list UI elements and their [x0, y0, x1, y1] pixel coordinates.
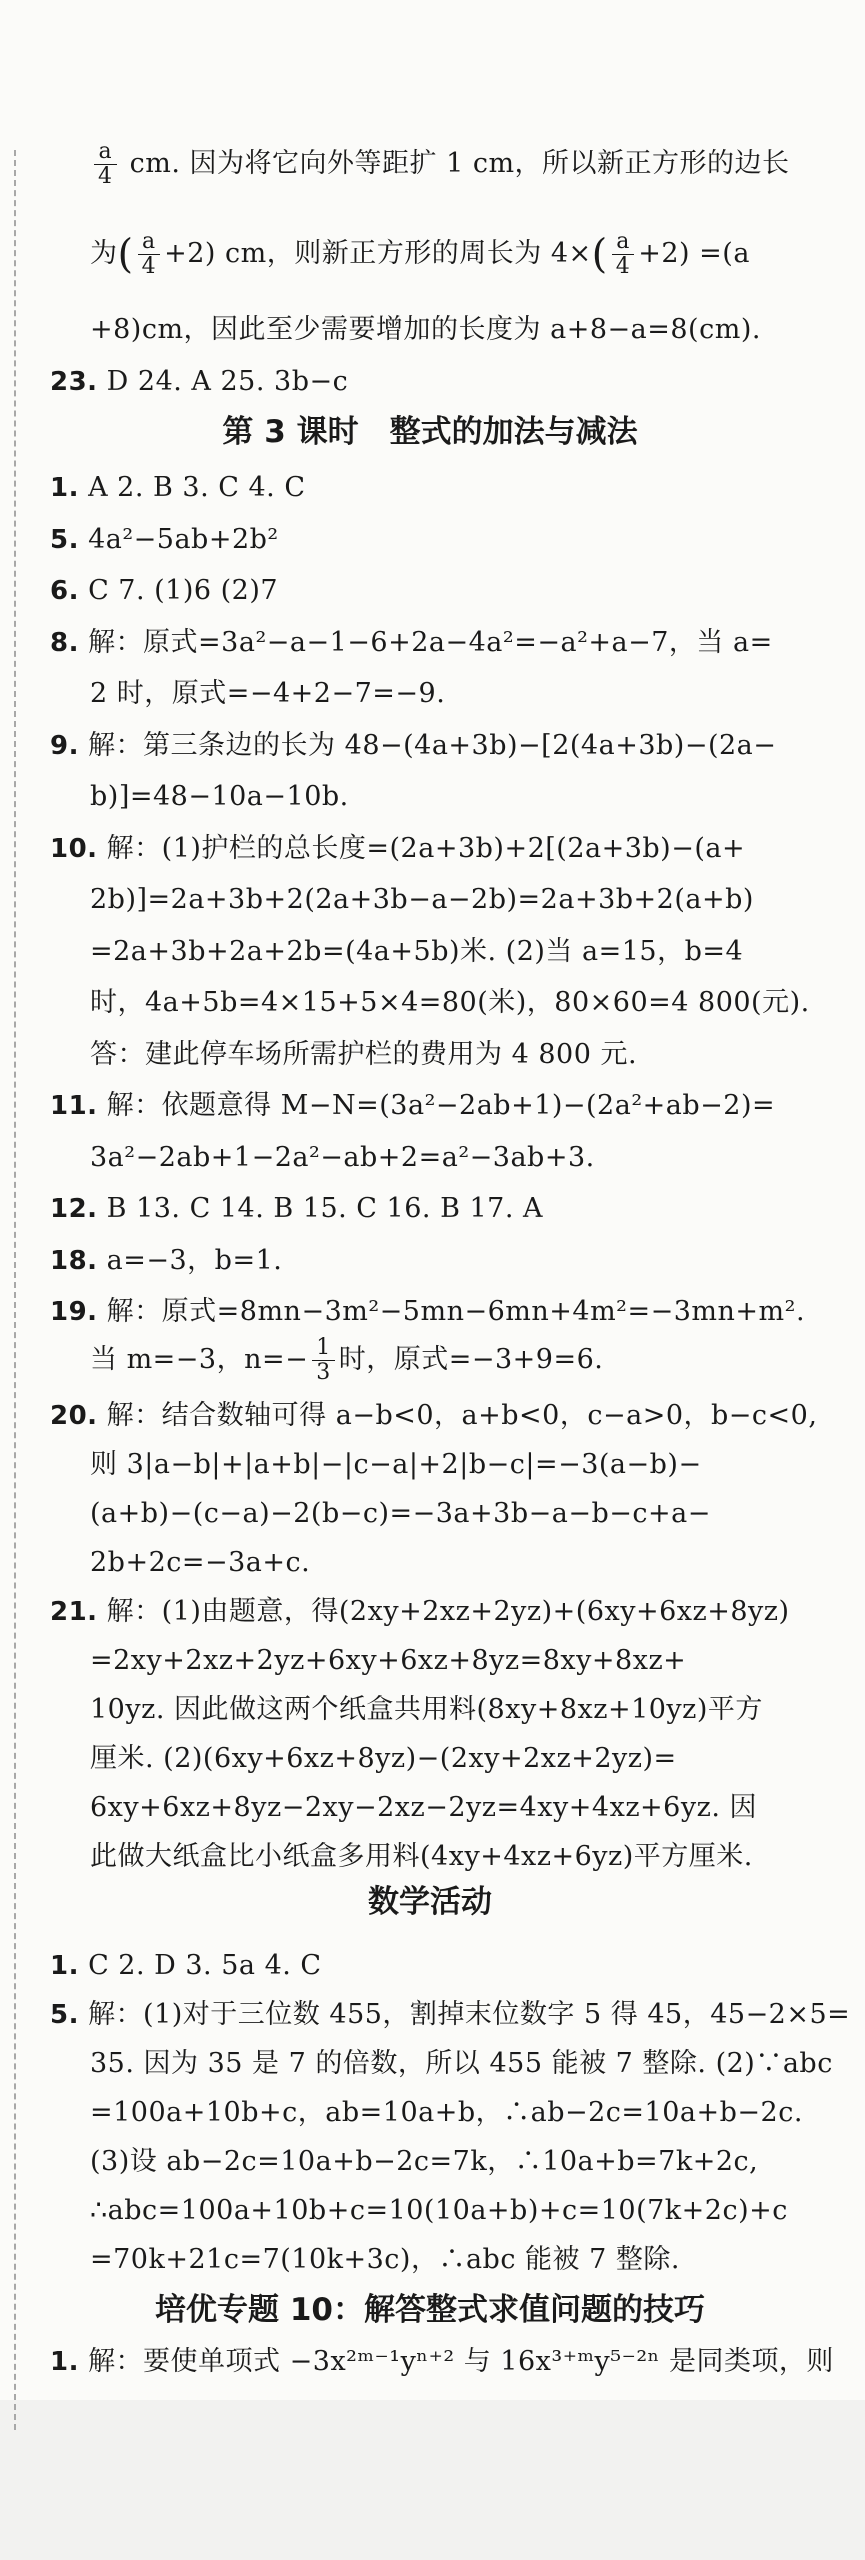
answer-text: =70k+21c=7(10k+3c)，∴abc 能被 7 整除.	[90, 2244, 680, 2275]
answer-text: 此做大纸盒比小纸盒多用料(4xy+4xz+6yz)平方厘米.	[90, 1841, 753, 1872]
answer-line	[90, 1741, 677, 1777]
answer-line	[50, 1594, 790, 1630]
answer-19-line-2: 当 m=−3，n=− $\frac{1}{3}$ 时，原式=−3+9=6.	[90, 1335, 604, 1385]
answer-text: 4a²−5ab+2b²	[88, 523, 279, 555]
question-number: 9.	[50, 730, 79, 761]
answer-line	[50, 470, 306, 506]
answer-line	[90, 676, 445, 712]
question-number: 19.	[50, 1297, 98, 1327]
question-number: 20.	[50, 1401, 98, 1431]
topic-answer-1: 1. 解：要使单项式 −3x²ᵐ⁻¹yⁿ⁺² 与 16x³⁺ᵐy⁵⁻²ⁿ 是同类项，则	[50, 2346, 834, 2377]
answer-text: 3a²−2ab+1−2a²−ab+2=a²−3ab+3.	[90, 1141, 595, 1173]
section-heading-activity: 数学活动	[368, 1884, 492, 1920]
answer-line	[90, 2095, 803, 2131]
answer-line	[50, 1243, 282, 1279]
question-number: 1.	[50, 473, 79, 503]
question-number: 11.	[50, 1091, 98, 1121]
answer-text: 解：原式=3a²−a−1−6+2a−4a²=−a²+a−7，当 a=	[88, 626, 773, 658]
answer-line	[90, 1545, 310, 1581]
answer-line	[90, 882, 754, 918]
section-heading: 第 3 课时 整式的加法与减法	[222, 414, 638, 450]
answer-text: 解：依题意得 M−N=(3a²−2ab+1)−(2a²+ab−2)=	[106, 1090, 776, 1121]
answer-text: b)]=48−10a−10b.	[90, 781, 349, 812]
answer-line	[90, 2144, 758, 2180]
answer-text: 解：第三条边的长为 48−(4a+3b)−[2(4a+3b)−(2a−	[88, 729, 777, 761]
answer-text: 35. 因为 35 是 7 的倍数，所以 455 能被 7 整除. (2)∵abc	[90, 2048, 833, 2079]
answer-text: C 7. (1)6 (2)7	[88, 575, 279, 606]
answer-text: B 13. C 14. B 15. C 16. B 17. A	[106, 1193, 544, 1224]
answer-text: =2xy+2xz+2yz+6xy+6xz+8yz=8xy+8xz+	[90, 1645, 687, 1676]
question-number: 1.	[50, 1951, 79, 1981]
answer-line	[90, 1643, 686, 1679]
answer-text: 厘米. (2)(6xy+6xz+8yz)−(2xy+2xz+2yz)=	[90, 1743, 677, 1774]
answer-text: (a+b)−(c−a)−2(b−c)=−3a+3b−a−b−c+a−	[90, 1498, 711, 1529]
cont-line-1: $\frac{a}{4}$ cm. 因为将它向外等距扩 1 cm，所以新正方形的边长	[90, 140, 790, 189]
answer-text: 2b+2c=−3a+c.	[90, 1547, 311, 1578]
answer-line	[90, 1447, 702, 1483]
answer-line	[50, 831, 745, 867]
cont-line-2: 为( $\frac{a}{4}$ +2) cm，则新正方形的周长为 4×( $\frac{a}{4}$ +2) =(a	[90, 229, 750, 279]
answer-text: 解：(1)由题意，得(2xy+2xz+2yz)+(6xy+6xz+8yz)	[106, 1596, 790, 1627]
answer-line	[50, 1398, 817, 1434]
answer-text: a=−3，b=1.	[106, 1244, 283, 1276]
answer-text: A 2. B 3. C 4. C	[88, 472, 306, 503]
answer-line	[90, 1496, 711, 1532]
answer-line	[50, 522, 279, 558]
answer-line	[90, 1692, 763, 1728]
fraction: $\frac{a}{4}$	[138, 230, 161, 279]
answer-line	[50, 1997, 850, 2033]
cont-line-3: +8)cm，因此至少需要增加的长度为 a+8−a=8(cm).	[90, 314, 761, 345]
answer-text: C 2. D 3. 5a 4. C	[88, 1950, 322, 1981]
answer-text: ∴abc=100a+10b+c=10(10a+b)+c=10(7k+2c)+c	[90, 2195, 788, 2226]
answer-text: 解：(1)对于三位数 455，割掉末位数字 5 得 45，45−2×5=	[88, 1999, 851, 2030]
answer-text: 解：(1)护栏的总长度=(2a+3b)+2[(2a+3b)−(a+	[106, 832, 746, 864]
answer-text: 答：建此停车场所需护栏的费用为 4 800 元.	[90, 1038, 638, 1070]
question-number: 5.	[50, 524, 79, 555]
fraction: $\frac{1}{3}$	[312, 1336, 335, 1385]
answer-line	[90, 1839, 753, 1875]
answer-text: =2a+3b+2a+2b=(4a+5b)米. (2)当 a=15，b=4	[90, 935, 744, 967]
answer-23: 23. D 24. A 25. 3b−c	[50, 366, 349, 397]
answer-line	[50, 1191, 543, 1227]
fraction: $\frac{a}{4}$	[612, 230, 635, 279]
section-heading-topic: 培优专题 10：解答整式求值问题的技巧	[155, 2292, 705, 2328]
answer-text: 10yz. 因此做这两个纸盒共用料(8xy+8xz+10yz)平方	[90, 1694, 763, 1725]
answer-text: 2 时，原式=−4+2−7=−9.	[90, 678, 446, 709]
answer-text: 解：结合数轴可得 a−b<0，a+b<0，c−a>0，b−c<0,	[106, 1400, 818, 1431]
question-number: 18.	[50, 1245, 98, 1276]
answer-text: 6xy+6xz+8yz−2xy−2xz−2yz=4xy+4xz+6yz. 因	[90, 1792, 757, 1823]
answer-line	[50, 728, 776, 764]
answer-text: 2b)]=2a+3b+2(2a+3b−a−2b)=2a+3b+2(a+b)	[90, 884, 754, 915]
answer-text: (3)设 ab−2c=10a+b−2c=7k，∴10a+b=7k+2c,	[90, 2146, 759, 2177]
answer-line	[50, 1948, 322, 1984]
answer-line	[90, 2242, 680, 2278]
answer-line	[50, 625, 773, 661]
answer-line	[90, 2046, 833, 2082]
question-number: 21.	[50, 1597, 98, 1627]
answer-line	[50, 573, 278, 609]
answer-text: 时，4a+5b=4×15+5×4=80(米)，80×60=4 800(元).	[90, 987, 810, 1018]
answer-line	[90, 779, 349, 815]
answer-text: 解：原式=8mn−3m²−5mn−6mn+4m²=−3mn+m².	[106, 1296, 806, 1327]
answer-line	[90, 1037, 637, 1073]
left-dashed-cut-line	[14, 150, 16, 2430]
answer-line	[50, 1294, 805, 1330]
answer-line	[50, 1088, 775, 1124]
answer-line	[90, 2193, 788, 2229]
answer-line	[90, 1140, 595, 1176]
answer-line	[90, 934, 743, 970]
question-number: 6.	[50, 576, 79, 606]
answer-line	[90, 985, 810, 1021]
question-number: 10.	[50, 833, 98, 864]
question-number: 5.	[50, 2000, 79, 2030]
fraction: $\frac{a}{4}$	[94, 140, 117, 189]
question-number: 8.	[50, 627, 79, 658]
question-number: 12.	[50, 1194, 98, 1224]
answer-text: =100a+10b+c，ab=10a+b，∴ab−2c=10a+b−2c.	[90, 2097, 803, 2128]
answer-line	[90, 1790, 757, 1826]
answer-text: 则 3|a−b|+|a+b|−|c−a|+2|b−c|=−3(a−b)−	[90, 1449, 702, 1480]
